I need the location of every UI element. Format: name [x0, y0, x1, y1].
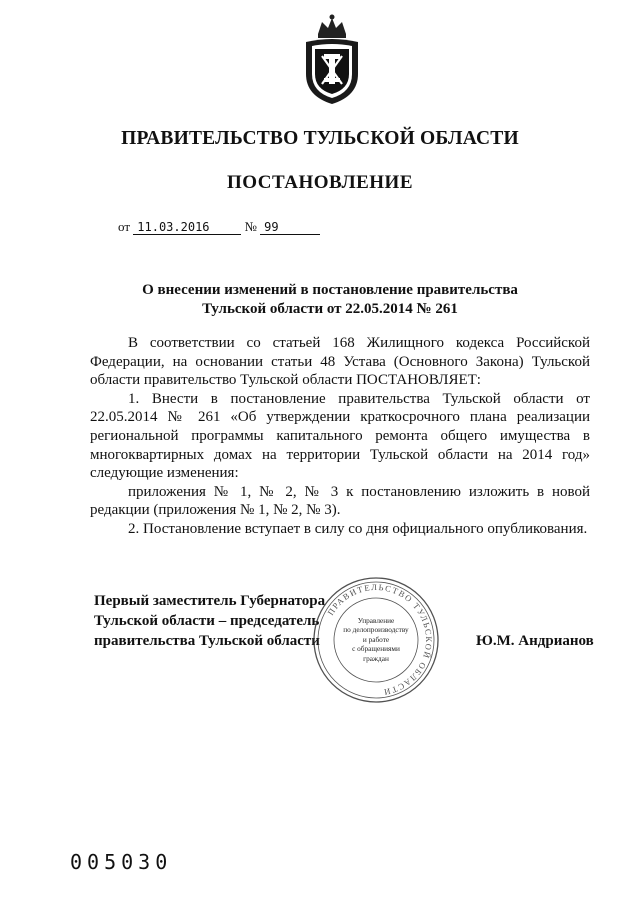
subject-line: Тульской области от 22.05.2014 № 261: [202, 301, 458, 317]
date-prefix: от: [118, 219, 131, 234]
stamp-center-line: по делопроизводству: [343, 625, 409, 635]
stamp-center-line: Управление: [357, 616, 395, 625]
date-number-line: [118, 219, 320, 235]
stamp-center-text: [336, 616, 416, 663]
document-type-title: ПОСТАНОВЛЕНИЕ: [226, 172, 414, 193]
signatory-position-line: Тульской области – председатель: [94, 613, 320, 629]
signatory-name: Ю.М. Андрианов: [476, 633, 594, 649]
document-date: 11.03.2016: [133, 220, 241, 235]
government-title: ПРАВИТЕЛЬСТВО ТУЛЬСКОЙ ОБЛАСТИ: [121, 128, 519, 149]
registration-number: 005030: [70, 850, 173, 874]
document-body: [90, 334, 590, 539]
stamp-center-line: с обращениями: [352, 644, 400, 654]
coat-of-arms-emblem: [296, 12, 368, 108]
stamp-center-line: граждан: [363, 653, 389, 663]
stamp-center-line: и работе: [362, 634, 390, 644]
document-subject: [60, 281, 600, 319]
body-paragraph-item-2: 2. Постановление вступает в силу со дня официального опубликования.: [128, 520, 588, 537]
signatory-position: [94, 591, 325, 651]
number-prefix: №: [244, 219, 257, 234]
document-number: 99: [260, 220, 320, 235]
signatory-position-line: Первый заместитель Губернатора: [94, 593, 326, 609]
stamp-ring-text: ПРАВИТЕЛЬСТВО ТУЛЬСКОЙ ОБЛАСТИ: [325, 581, 435, 698]
body-paragraph-item-1-sub: приложения № 1, № 2, № 3 к постановлению изложить в новой редакции (приложения № 1, № 2, № 3).: [90, 483, 590, 519]
subject-line: О внесении изменений в постановление правительства: [142, 282, 518, 298]
signatory-position-line: правительства Тульской области: [94, 633, 320, 649]
body-paragraph-item-1: 1. Внести в постановление правительства Тульской области от 22.05.2014 № 261 «Об утверждении краткосрочного плана реализации региональной программы капитального ремонта общего имущества в многоквартирных домах на территории Тульской области на 2014 год» следующие изменения:: [90, 390, 590, 482]
body-paragraph-preamble: В соответствии со статьей 168 Жилищного кодекса Российской Федерации, на основании статьи 48 Устава (Основного Закона) Тульской области правительство Тульской области ПОСТАНОВЛЯЕТ:: [90, 335, 590, 389]
